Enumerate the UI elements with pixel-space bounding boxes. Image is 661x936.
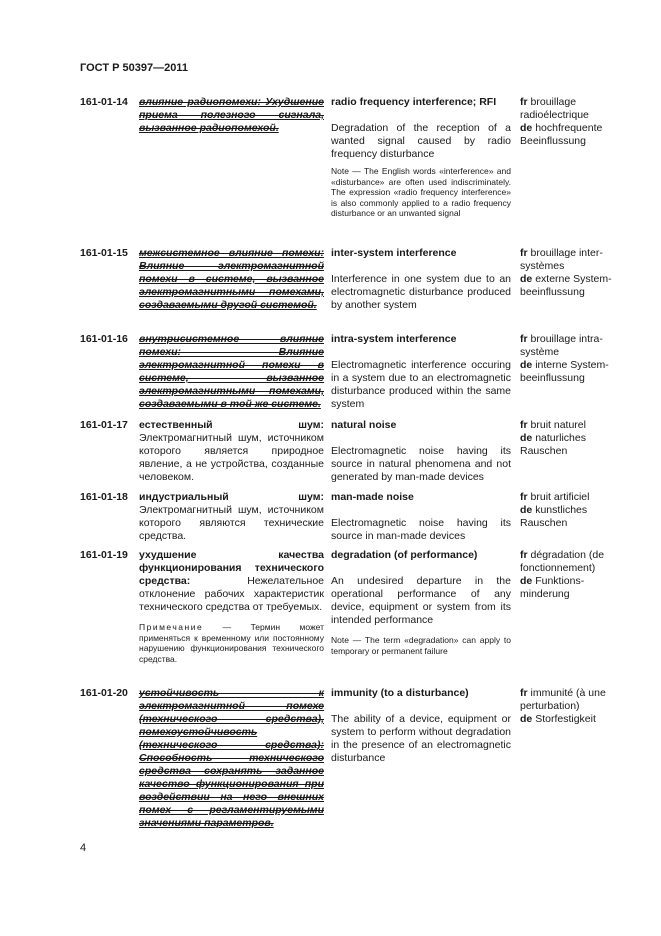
english-definition: Electromagnetic noise having its source in man-made devices xyxy=(331,517,511,542)
russian-term: ухудшение качества функционирования технического средства: Нежелательное отклонение рабочих характеристик технического средства от требуемых. Примечание — Термин может применяться к временному или постоянному нарушению функционирования технического средства. xyxy=(139,549,324,664)
english-term: intra-system interference xyxy=(331,333,457,345)
term-number: 161-01-16 xyxy=(80,333,128,345)
term-number: 161-01-17 xyxy=(80,419,128,431)
english-term: man-made noise xyxy=(331,491,414,503)
term-number: 161-01-15 xyxy=(80,247,128,259)
russian-term: влияние радиопомехи: Ухудшение приема полезного сигнала, вызванное радиопомехой. xyxy=(139,96,324,134)
english-definition: Interference in one system due to an electromagnetic disturbance produced by another system xyxy=(331,273,511,311)
foreign-equivalents: fr bruit artificiel de kunstliches Rauschen xyxy=(520,491,590,529)
english-entry xyxy=(331,247,511,312)
english-entry xyxy=(331,96,511,219)
foreign-equivalents: fr immunité (à une perturbation) de Storfestigkeit xyxy=(520,687,606,725)
english-entry xyxy=(331,687,511,765)
document-header: ГОСТ Р 50397—2011 xyxy=(80,62,188,74)
english-definition: Electromagnetic noise having its source in natural phenomena and not generated by man-made devices xyxy=(331,445,511,483)
english-term: natural noise xyxy=(331,419,397,431)
english-definition: The ability of a device, equipment or system to perform without degradation in the presence of an electromagnetic disturbance xyxy=(331,713,511,764)
foreign-equivalents: fr bruit naturel de naturliches Rauschen xyxy=(520,419,586,457)
english-definition: An undesired departure in the operational performance of any device, equipment or system from its intended performance xyxy=(331,575,511,626)
term-number: 161-01-19 xyxy=(80,549,128,561)
english-entry xyxy=(331,491,511,543)
term-number: 161-01-14 xyxy=(80,96,128,108)
russian-term: внутрисистемное влияние помехи: Влияние электромагнитной помехи в системе, вызванное электромагнитными помехами, создаваемыми в той же системе. xyxy=(139,333,324,410)
russian-term: естественный шум: Электромагнитный шум, источником которого является природное явление, а не устройства, созданные человеком. xyxy=(139,419,324,483)
foreign-equivalents: fr dégradation (de fonctionnement) de Funktions-minderung xyxy=(520,549,605,600)
english-entry xyxy=(331,419,511,484)
english-term: inter-system interference xyxy=(331,247,457,259)
english-entry xyxy=(331,549,511,656)
english-note: Note — The English words «interference» and «disturbance» are often used indiscriminately. The expression «radio frequency interference» is also commonly applied to a radio frequency disturbance or an unwanted signal xyxy=(331,166,511,218)
page-number: 4 xyxy=(80,842,87,854)
english-entry xyxy=(331,333,511,411)
english-note: Note — The term «degradation» can apply to temporary or permanent failure xyxy=(331,635,511,656)
term-number: 161-01-20 xyxy=(80,687,128,699)
english-term: radio frequency interference; RFI xyxy=(331,96,497,108)
russian-term: устойчивость к электромагнитной помехе (технического средства), помехоустойчивость (технического средства): Способность технического средства сохранять заданное качество функционирования при воздействии на него внешних помех с регламентируемыми значениями параметров. xyxy=(139,687,324,829)
russian-note: Примечание — Термин может применяться к временному или постоянному нарушению функционирования технического средства. xyxy=(139,622,324,664)
foreign-equivalents: fr brouillage inter-systèmes de externe System-beeinflussung xyxy=(520,247,612,298)
foreign-equivalents: fr brouillage intra-système de interne System-beeinflussung xyxy=(520,333,609,384)
russian-term: межсистемное влияние помехи: Влияние электромагнитной помехи в системе, вызванное электромагнитными помехами, создаваемыми другой системой. xyxy=(139,247,324,311)
russian-term: индустриальный шум: Электромагнитный шум, источником которого являются технические средства. xyxy=(139,491,324,542)
english-term: immunity (to a disturbance) xyxy=(331,687,469,699)
english-definition: Degradation of the reception of a wanted signal caused by radio frequency disturbance xyxy=(331,122,511,160)
english-term: degradation (of performance) xyxy=(331,549,478,561)
term-number: 161-01-18 xyxy=(80,491,128,503)
english-definition: Electromagnetic interference occuring in a system due to an electromagnetic disturbance produced within the same system xyxy=(331,359,511,410)
foreign-equivalents: fr brouillage radioélectrique de hochfrequente Beeinflussung xyxy=(520,96,603,147)
